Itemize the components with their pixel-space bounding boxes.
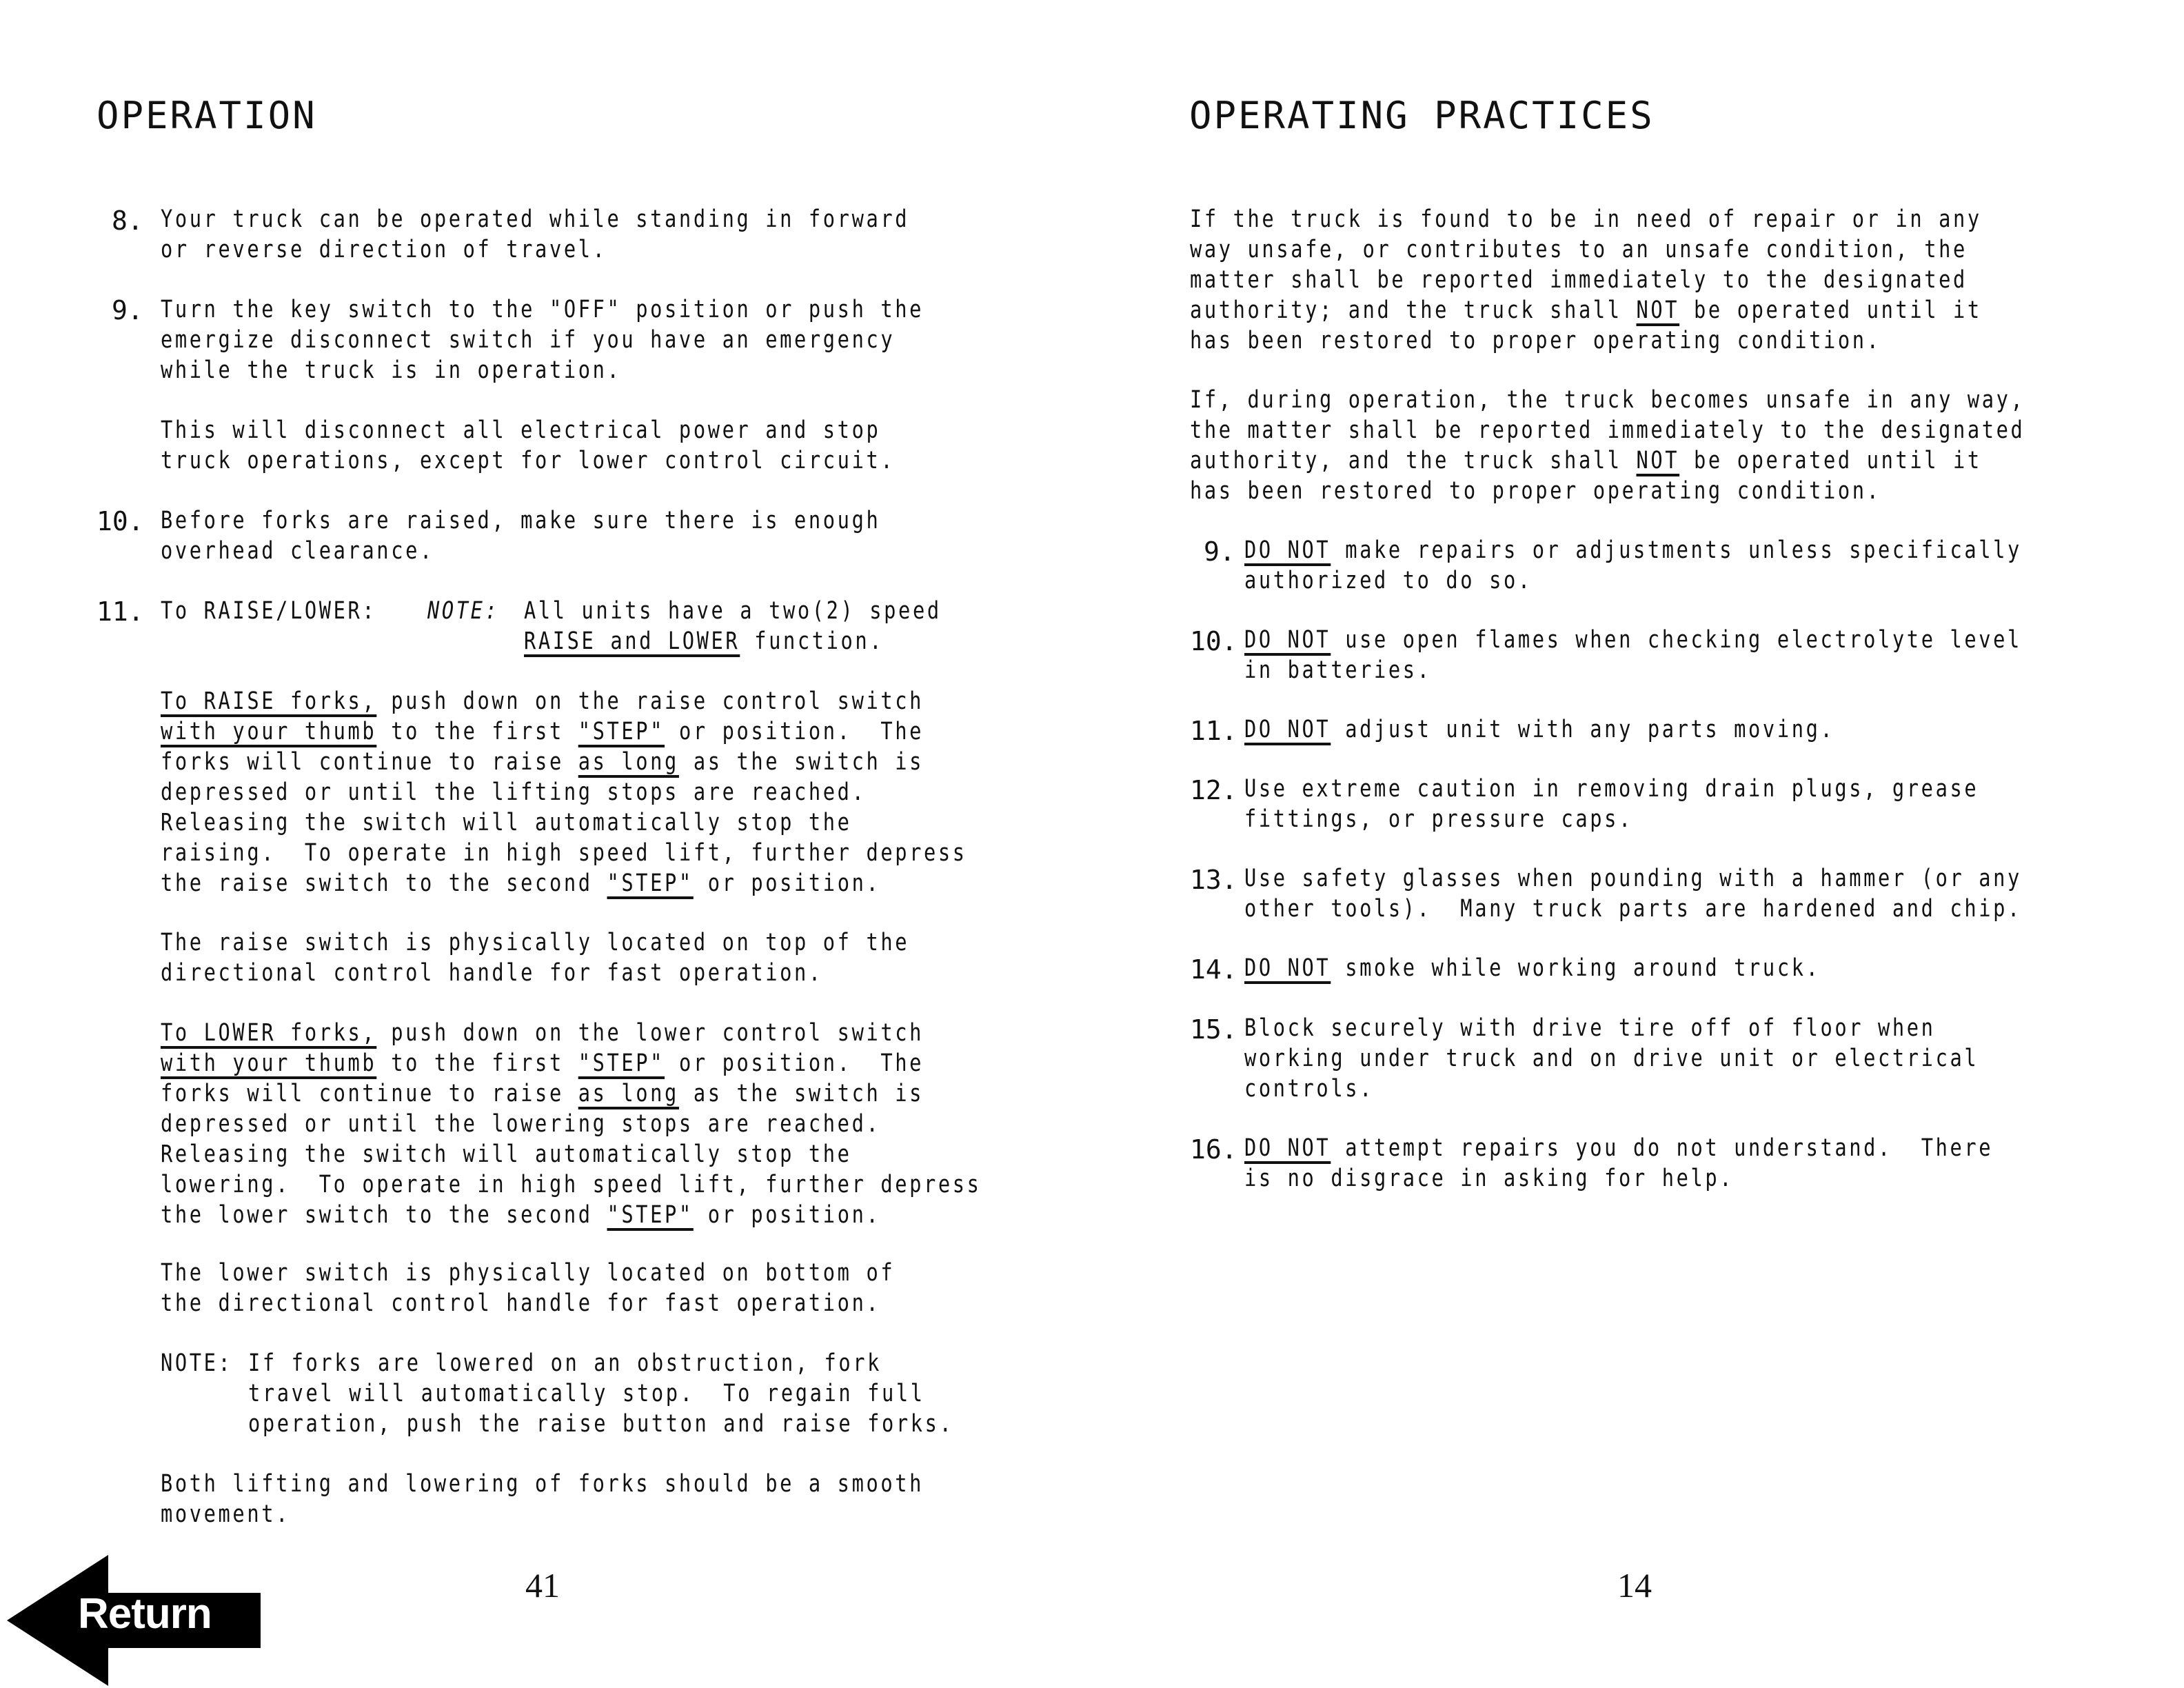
practice-item-10 [1244, 625, 2022, 685]
item-number: 12. [1190, 775, 1237, 805]
text-line: or reverse direction of travel. [161, 236, 607, 263]
text-line: the matter shall be reported immediately to the designated [1190, 416, 2025, 444]
text-line: has been restored to proper operating condition. [1190, 327, 1881, 354]
note-text [524, 596, 942, 656]
raise-forks-paragraph [161, 686, 967, 898]
text-line: depressed or until the lowering stops are reached. [161, 1110, 881, 1138]
page-number-right: 14 [1617, 1566, 1652, 1605]
item-9-text [161, 294, 924, 385]
text-line: or position. [693, 870, 881, 897]
underlined-text: as long [578, 1080, 679, 1107]
text-line: authorized to do so. [1244, 567, 1533, 594]
text-line: or position. The [665, 718, 924, 745]
text-line: is no disgrace in asking for help. [1244, 1165, 1735, 1192]
text-line: forks will continue to raise [161, 748, 578, 776]
text-line: the directional control handle for fast operation. [161, 1289, 881, 1317]
text-line: truck operations, except for lower control circuit. [161, 447, 896, 474]
text-line: Your truck can be operated while standing in forward [161, 205, 910, 233]
do-not-emphasis: DO NOT [1244, 1134, 1331, 1162]
text-line: push down on the lower control switch [376, 1019, 924, 1047]
text-line: authority; and the truck shall [1190, 297, 1637, 324]
text-line: to the first [376, 718, 578, 745]
return-button[interactable] [7, 1555, 262, 1686]
return-label: Return [78, 1590, 212, 1638]
item-number: 11. [97, 596, 144, 627]
item-number: 9. [1204, 536, 1235, 567]
item-8-text [161, 204, 909, 265]
text-line: The raise switch is physically located on top of the [161, 929, 910, 956]
text-line: matter shall be reported immediately to the designated [1190, 266, 1968, 294]
text-line: Turn the key switch to the "OFF" position or push the [161, 296, 924, 323]
text-line: has been restored to proper operating condition. [1190, 477, 1881, 505]
item-11-label: To RAISE/LOWER: [161, 597, 377, 625]
text-line: Releasing the switch will automatically stop the [161, 809, 852, 836]
closing-paragraph [161, 1469, 924, 1529]
item-number: 15. [1190, 1014, 1237, 1045]
text-line: emergize disconnect switch if you have an emergency [161, 326, 896, 354]
text-line: Before forks are raised, make sure there is enough [161, 507, 881, 534]
practice-item-12 [1244, 774, 1979, 834]
text-line: depressed or until the lifting stops are reached. [161, 778, 867, 806]
underlined-text: RAISE and LOWER [524, 627, 740, 655]
do-not-emphasis: DO NOT [1244, 536, 1331, 564]
text-line: If forks are lowered on an obstruction, fork [248, 1349, 882, 1377]
text-line: adjust unit with any parts moving. [1331, 716, 1835, 743]
text-line: push down on the raise control switch [376, 687, 924, 715]
underlined-text: with your thumb [161, 718, 377, 745]
underlined-text: "STEP" [607, 870, 694, 897]
text-line: Use safety glasses when pounding with a hammer (or any [1244, 865, 2022, 892]
text-line: If the truck is found to be in need of repair or in any [1190, 205, 1982, 233]
text-line: raising. To operate in high speed lift, further depress [161, 839, 967, 867]
text-line: This will disconnect all electrical power and stop [161, 416, 881, 444]
text-line: the lower switch to the second [161, 1201, 607, 1229]
text-line: controls. [1244, 1075, 1374, 1103]
text-line: Use extreme caution in removing drain plugs, grease [1244, 775, 1979, 803]
text-line: fittings, or pressure caps. [1244, 805, 1633, 833]
raise-switch-location [161, 927, 909, 988]
item-number: 16. [1190, 1134, 1237, 1165]
practice-item-14 [1244, 953, 1820, 983]
item-number: 9. [112, 295, 143, 325]
lower-switch-location [161, 1258, 895, 1318]
item-number: 8. [112, 205, 143, 236]
text-line: Releasing the switch will automatically stop the [161, 1141, 852, 1168]
text-line: as the switch is [678, 1080, 924, 1107]
text-line: If, during operation, the truck becomes unsafe in any way, [1190, 386, 2025, 414]
repair-paragraph [1190, 204, 1982, 356]
underlined-text: "STEP" [578, 1049, 665, 1077]
text-line: The lower switch is physically located on bottom of [161, 1259, 896, 1287]
text-line: travel will automatically stop. To regain full [248, 1380, 925, 1407]
text-line: operation, push the raise button and raise forks. [248, 1410, 954, 1438]
text-line: smoke while working around truck. [1331, 954, 1821, 982]
text-line: while the truck is in operation. [161, 356, 622, 384]
underlined-text: NOT [1636, 297, 1680, 324]
note-label: NOTE: [427, 597, 500, 625]
practice-item-11 [1244, 714, 1834, 745]
text-line: function. [740, 627, 884, 655]
underlined-text: To RAISE forks, [161, 687, 377, 715]
practice-item-16 [1244, 1133, 1993, 1194]
do-not-emphasis: DO NOT [1244, 716, 1331, 743]
practice-item-13 [1244, 863, 2022, 924]
text-line: All units have a two(2) speed [524, 597, 942, 625]
page-heading-operating-practices: OPERATING PRACTICES [1189, 94, 1655, 137]
text-line: use open flames when checking electrolyte level [1331, 626, 2022, 654]
text-line: Block securely with drive tire off of floor when [1244, 1014, 1936, 1042]
do-not-emphasis: DO NOT [1244, 954, 1331, 982]
item-10-text [161, 505, 880, 566]
item-number: 13. [1190, 865, 1237, 895]
item-number: 14. [1190, 954, 1237, 985]
text-line: lowering. To operate in high speed lift, further depress [161, 1171, 982, 1198]
unsafe-paragraph [1190, 385, 2025, 506]
text-line: to the first [376, 1049, 578, 1077]
text-line: or position. The [665, 1049, 924, 1077]
page-heading-operation: OPERATION [97, 94, 317, 137]
underlined-text: "STEP" [578, 718, 665, 745]
item-number: 10. [1190, 626, 1237, 656]
underlined-text: NOT [1636, 447, 1680, 474]
text-line: or position. [693, 1201, 881, 1229]
text-line: be operated until it [1679, 297, 1982, 324]
text-line: be operated until it [1679, 447, 1982, 474]
note-text [248, 1348, 953, 1439]
underlined-text: as long [578, 748, 679, 776]
text-line: other tools). Many truck parts are hardened and chip. [1244, 895, 2022, 923]
note-label: NOTE: [161, 1349, 233, 1377]
item-number: 11. [1190, 716, 1237, 746]
item-number: 10. [97, 506, 144, 536]
text-line: as the switch is [678, 748, 924, 776]
text-line: make repairs or adjustments unless specifically [1331, 536, 2022, 564]
text-line: way unsafe, or contributes to an unsafe condition, the [1190, 236, 1968, 263]
text-line: directional control handle for fast operation. [161, 959, 823, 987]
text-line: working under truck and on drive unit or electrical [1244, 1045, 1979, 1072]
underlined-text: "STEP" [607, 1201, 694, 1229]
disconnect-paragraph [161, 415, 895, 476]
text-line: forks will continue to raise [161, 1080, 578, 1107]
text-line: Both lifting and lowering of forks should be a smooth [161, 1470, 924, 1498]
page-number-left: 41 [525, 1566, 560, 1605]
text-line: movement. [161, 1500, 290, 1528]
text-line: overhead clearance. [161, 537, 434, 565]
practice-item-9 [1244, 535, 2022, 596]
do-not-emphasis: DO NOT [1244, 626, 1331, 654]
text-line: in batteries. [1244, 656, 1432, 684]
text-line: authority, and the truck shall [1190, 447, 1637, 474]
underlined-text: with your thumb [161, 1049, 377, 1077]
lower-forks-paragraph [161, 1018, 982, 1230]
text-line: attempt repairs you do not understand. There [1331, 1134, 1994, 1162]
underlined-text: To LOWER forks, [161, 1019, 377, 1047]
text-line: the raise switch to the second [161, 870, 607, 897]
practice-item-15 [1244, 1013, 1979, 1104]
